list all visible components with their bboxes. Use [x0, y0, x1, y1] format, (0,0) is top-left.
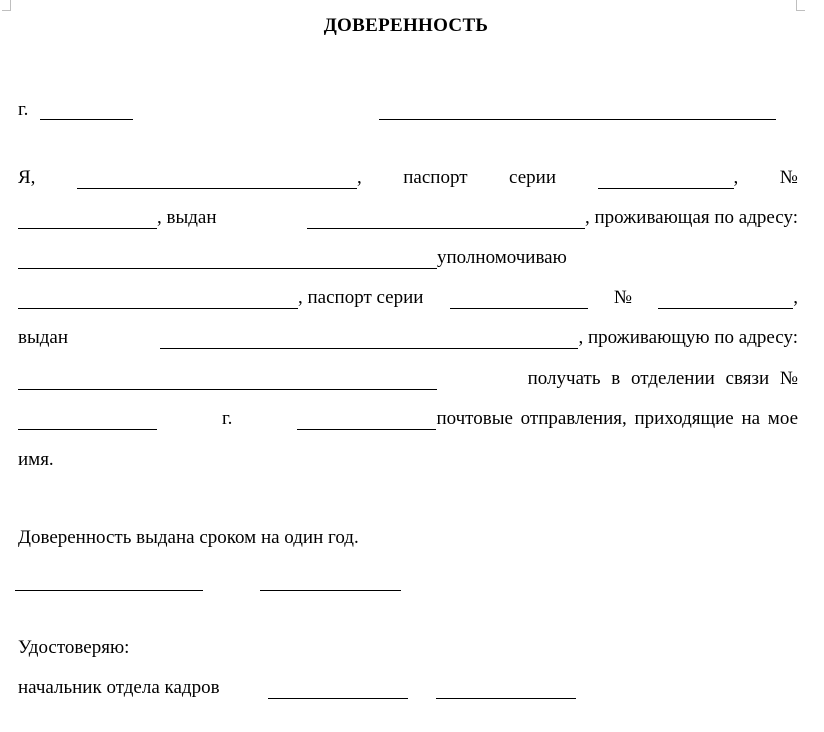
text-comma-3: ,	[793, 287, 798, 308]
certify-label: Удостоверяю:	[18, 637, 130, 658]
hr-head-name-blank[interactable]	[436, 698, 576, 699]
body-line-5	[18, 325, 798, 349]
principal-name-blank[interactable]	[77, 170, 357, 189]
text-issued-2: выдан	[18, 327, 69, 348]
city-blank[interactable]	[40, 119, 133, 120]
agent-name-blank[interactable]	[18, 290, 298, 309]
body-line-4	[18, 285, 798, 309]
hr-head-label: начальник отдела кадров	[18, 677, 220, 698]
text-passport-series: , паспорт серии	[298, 287, 424, 308]
text-number-sign-2: №	[613, 287, 633, 308]
text-authorize: уполномочиваю	[437, 247, 567, 268]
text-comma-2: ,	[733, 167, 739, 188]
text-residing-at-2: , проживающую по адресу:	[578, 327, 798, 348]
text-ya: Я,	[18, 167, 36, 188]
post-office-city-blank[interactable]	[297, 411, 436, 430]
post-office-number-blank[interactable]	[18, 411, 157, 430]
principal-signature-blank[interactable]	[15, 590, 203, 591]
hr-head-signature-blank[interactable]	[268, 698, 408, 699]
principal-address-blank[interactable]	[18, 250, 437, 269]
date-blank[interactable]	[379, 119, 776, 120]
agent-address-blank[interactable]	[18, 371, 437, 390]
principal-passport-number-blank[interactable]	[18, 210, 157, 229]
agent-passport-number-blank[interactable]	[658, 290, 793, 309]
page-corner-mark-left	[2, 0, 11, 11]
text-number-sign: №	[779, 167, 798, 188]
text-series: серии	[509, 167, 556, 188]
body-line-6	[18, 366, 798, 390]
text-passport: паспорт	[403, 167, 468, 188]
agent-issued-by-blank[interactable]	[160, 330, 578, 349]
page-corner-mark-right	[796, 0, 805, 11]
text-mail-items: почтовые отправления, приходящие на мое	[436, 408, 798, 429]
text-comma: ,	[356, 167, 362, 188]
text-residing-at: , проживающая по адресу:	[584, 207, 798, 228]
principal-signature-name-blank[interactable]	[260, 590, 401, 591]
agent-passport-series-blank[interactable]	[450, 290, 588, 309]
principal-issued-by-blank[interactable]	[307, 210, 585, 229]
principal-passport-series-blank[interactable]	[598, 170, 734, 189]
city-prefix: г.	[18, 99, 29, 120]
validity-statement: Доверенность выдана сроком на один год.	[18, 527, 359, 548]
body-line-7	[18, 406, 798, 430]
body-line-2	[18, 205, 798, 229]
text-receive-at-post-office: получать в отделении связи №	[527, 368, 798, 389]
text-issued: , выдан	[157, 207, 217, 228]
body-line-3	[18, 245, 798, 269]
text-city-g: г.	[222, 408, 233, 429]
body-line-1	[18, 165, 798, 189]
text-name: имя.	[18, 449, 54, 470]
document-title: ДОВЕРЕННОСТЬ	[323, 15, 489, 36]
